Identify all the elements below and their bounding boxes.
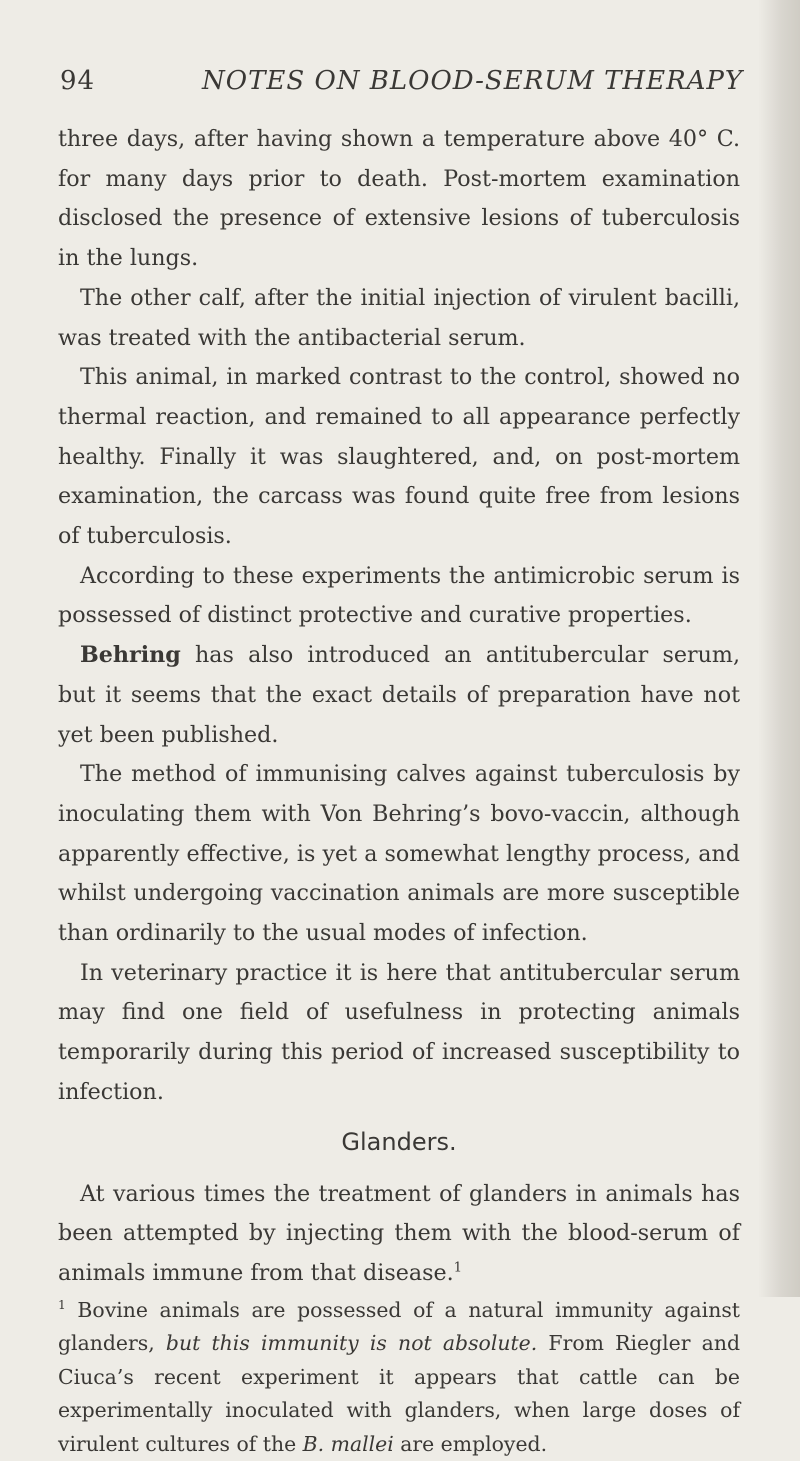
footnote: [58, 1294, 740, 1461]
footnote-text: From Riegler and Ciuca’s recent experiment it appears that cattle can be experimentally inoculated with glanders, when large doses of virulent cultures of the: [58, 1331, 740, 1456]
paragraph: In veterinary practice it is here that antitubercular serum may find one field of usefulness in protecting animals temporarily during this period of increased susceptibility to infection.: [58, 959, 740, 1105]
footnote-italic-text: but this immunity is not absolute.: [165, 1331, 538, 1356]
page-number: 94: [60, 66, 96, 96]
footnote-text: Bovine animals are possessed of a natural immunity against glanders,: [58, 1297, 740, 1356]
body-text: [58, 120, 740, 1461]
paragraph: The other calf, after the initial injection of virulent bacilli, was treated with the antibacterial serum.: [58, 284, 740, 351]
footnote-text: are employed.: [393, 1431, 548, 1456]
page-header: [58, 66, 744, 106]
paragraph: According to these experiments the antimicrobic serum is possessed of distinct protective and curative properties.: [58, 562, 740, 629]
paragraph: The method of immunising calves against tuberculosis by inoculating them with Von Behring’s bovo-vaccin, although apparently effective, is yet a somewhat lengthy process, and whilst undergoing vaccination animals are more susceptible than ordinarily to the usual modes of infection.: [58, 761, 740, 947]
section-heading: Glanders.: [341, 1127, 457, 1156]
author-name: Behring: [80, 642, 181, 669]
paragraph: [58, 1175, 740, 1294]
page-edge-shadow: [758, 0, 800, 1297]
paragraph: [58, 636, 740, 755]
footnote-mark: 1: [58, 1297, 66, 1312]
paragraph: This animal, in marked contrast to the control, showed no thermal reaction, and remained to all appearance perfectly healthy. Finally it was slaughtered, and, on post-mortem examination, the carcass was found quite free from lesions of tuberculosis.: [58, 364, 740, 550]
paragraph: three days, after having shown a temperature above 40° C. for many days prior to death. Post-mortem examination disclosed the presence of extensive lesions of tuberculosis in the lungs.: [58, 126, 740, 272]
footnote-reference: 1: [453, 1260, 463, 1276]
running-title: NOTES ON BLOOD-SERUM THERAPY: [202, 66, 744, 96]
paragraph-text: has also introduced an antitubercular serum, but it seems that the exact details of preparation have not yet been published.: [58, 642, 740, 748]
paragraph-text: At various times the treatment of glanders in animals has been attempted by injecting them with the blood-serum of animals immune from that disease.: [58, 1180, 740, 1286]
species-name: B. mallei: [302, 1431, 394, 1456]
